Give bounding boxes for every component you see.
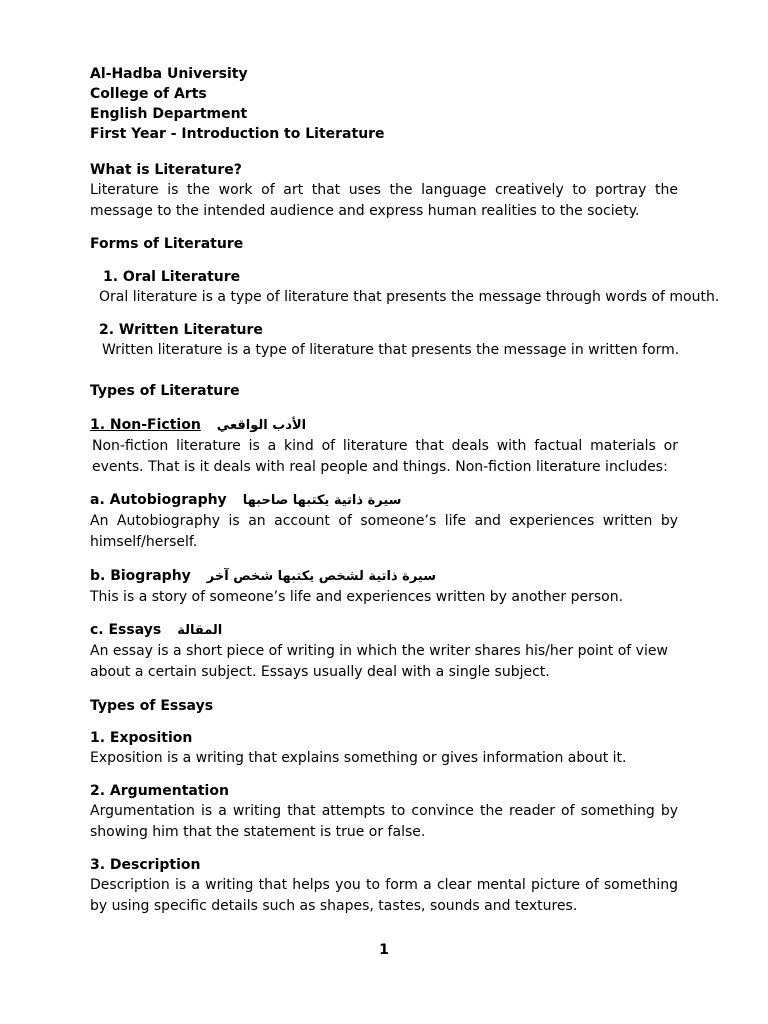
types-of-literature-heading: Types of Literature bbox=[90, 383, 240, 399]
document-header bbox=[90, 64, 678, 144]
oral-literature-text: Oral literature is a type of literature that presents the message through words of mouth. bbox=[99, 289, 720, 305]
types-of-essays-heading: Types of Essays bbox=[90, 698, 214, 714]
what-is-literature-text: Literature is the work of art that uses the language creatively to portray the message to the intended audience and express human realities to the society. bbox=[90, 182, 678, 219]
autobiography-text: An Autobiography is an account of someone’s life and experiences written by himself/herself. bbox=[90, 513, 678, 550]
exposition-heading: 1. Exposition bbox=[90, 730, 193, 746]
autobiography-heading-row bbox=[90, 490, 678, 511]
forms-of-literature-heading: Forms of Literature bbox=[90, 236, 244, 252]
biography-heading: b. Biography bbox=[90, 568, 191, 584]
description-heading: 3. Description bbox=[90, 857, 201, 873]
nonfiction-heading-row bbox=[90, 415, 678, 436]
autobiography-heading: a. Autobiography bbox=[90, 492, 227, 508]
essays-arabic-label: المقالة bbox=[177, 623, 223, 638]
biography-text: This is a story of someone’s life and experiences written by another person. bbox=[90, 589, 624, 605]
department-name: English Department bbox=[90, 106, 248, 122]
essays-heading-row bbox=[90, 620, 678, 641]
essays-text: An essay is a short piece of writing in which the writer shares his/her point of view about a certain subject. Essays usually deal with a single subject. bbox=[90, 643, 668, 680]
written-literature-text: Written literature is a type of literature that presents the message in written form. bbox=[102, 342, 680, 358]
description-text: Description is a writing that helps you to form a clear mental picture of something by using specific details such as shapes, tastes, sounds and textures. bbox=[90, 877, 678, 914]
document-page bbox=[90, 64, 720, 917]
oral-literature-heading: 1. Oral Literature bbox=[103, 269, 241, 285]
nonfiction-text: Non-fiction literature is a kind of literature that deals with factual materials or events. That is it deals with real people and things. Non-fiction literature includes: bbox=[92, 438, 678, 475]
nonfiction-heading: 1. Non-Fiction bbox=[90, 417, 201, 433]
biography-arabic-label: سيرة ذاتية لشخص يكتبها شخص آخر bbox=[206, 569, 437, 584]
college-name: College of Arts bbox=[90, 86, 207, 102]
written-literature-heading: 2. Written Literature bbox=[99, 322, 263, 338]
what-is-literature-heading: What is Literature? bbox=[90, 162, 242, 178]
essays-heading: c. Essays bbox=[90, 622, 162, 638]
argumentation-text: Argumentation is a writing that attempts to convince the reader of something by showing him that the statement is true or false. bbox=[90, 803, 678, 840]
biography-heading-row bbox=[90, 566, 678, 587]
exposition-text: Exposition is a writing that explains something or gives information about it. bbox=[90, 750, 627, 766]
nonfiction-arabic-label: الأدب الواقعي bbox=[216, 418, 307, 433]
university-name: Al-Hadba University bbox=[90, 66, 248, 82]
autobiography-arabic-label: سيرة ذاتية يكتبها صاحبها bbox=[242, 493, 402, 508]
course-title: First Year - Introduction to Literature bbox=[90, 126, 385, 142]
page-number: 1 bbox=[379, 942, 389, 958]
argumentation-heading: 2. Argumentation bbox=[90, 783, 229, 799]
